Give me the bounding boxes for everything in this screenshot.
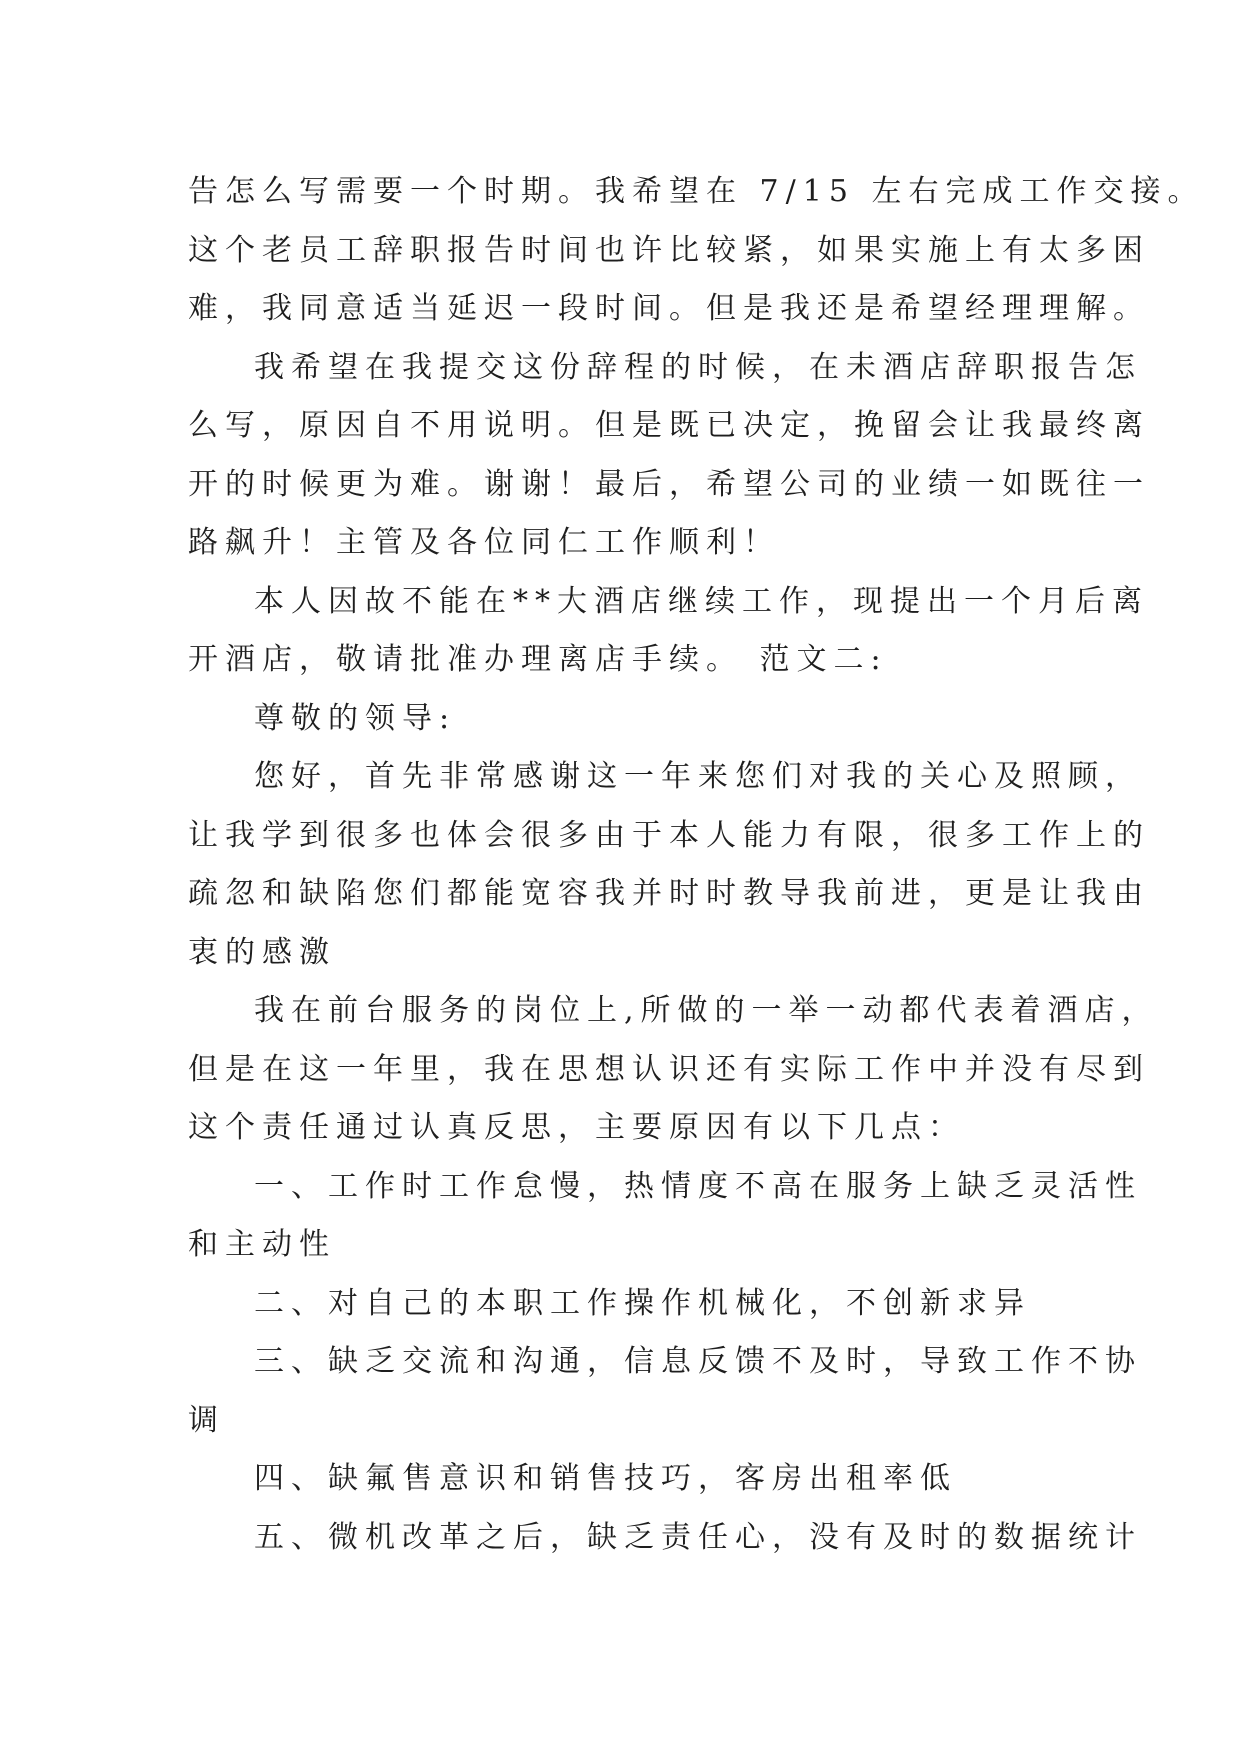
list-item: 二、对自己的本职工作操作机械化，不创新求异	[254, 1285, 1031, 1321]
list-item: 四、缺氟售意识和销售技巧，客房出租率低	[254, 1461, 957, 1496]
list-item: 一、工作时工作怠慢，热情度不高在服务上缺乏灵活性	[254, 1168, 1142, 1204]
text-line: 这个老员工辞职报告时间也许比较紧，如果实施上有太多困	[188, 232, 1150, 268]
text-line: 调	[188, 1402, 225, 1438]
list-item: 五、微机改革之后，缺乏责任心，没有及时的数据统计	[254, 1519, 1142, 1555]
text-line: 和主动性	[188, 1227, 336, 1262]
text-line: 告怎么写需要一个时期。我希望在 7/15 左右完成工作交接。	[188, 174, 1205, 209]
text-line: 您好，首先非常感谢这一年来您们对我的关心及照顾，	[254, 759, 1142, 794]
text-line: 开酒店，敬请批准办理离店手续。 范文二:	[188, 642, 888, 677]
salutation: 尊敬的领导:	[254, 700, 457, 736]
text-line: 难，我同意适当延迟一段时间。但是我还是希望经理理解。	[188, 291, 1150, 326]
text-line: 么写，原因自不用说明。但是既已决定，挽留会让我最终离	[188, 408, 1150, 443]
text-line: 这个责任通过认真反思，主要原因有以下几点：	[188, 1110, 965, 1145]
text-line: 我希望在我提交这份辞程的时候，在未酒店辞职报告怎	[254, 349, 1142, 385]
text-line: 路飙升！主管及各位同仁工作顺利！	[188, 525, 780, 560]
text-line: 让我学到很多也体会很多由于本人能力有限，很多工作上的	[188, 817, 1150, 853]
text-line: 衷的感激	[188, 934, 336, 970]
text-line: 但是在这一年里，我在思想认识还有实际工作中并没有尽到	[188, 1051, 1150, 1087]
text-line: 疏忽和缺陷您们都能宽容我并时时教导我前进，更是让我由	[188, 876, 1150, 911]
text-line: 开的时候更为难。谢谢！最后，希望公司的业绩一如既往一	[188, 466, 1150, 502]
text-line: 本人因故不能在**大酒店继续工作，现提出一个月后离	[254, 583, 1149, 619]
text-line: 我在前台服务的岗位上,所做的一举一动都代表着酒店，	[254, 993, 1159, 1028]
document-body	[188, 163, 1205, 1567]
list-item: 三、缺乏交流和沟通，信息反馈不及时，导致工作不协	[254, 1344, 1142, 1379]
